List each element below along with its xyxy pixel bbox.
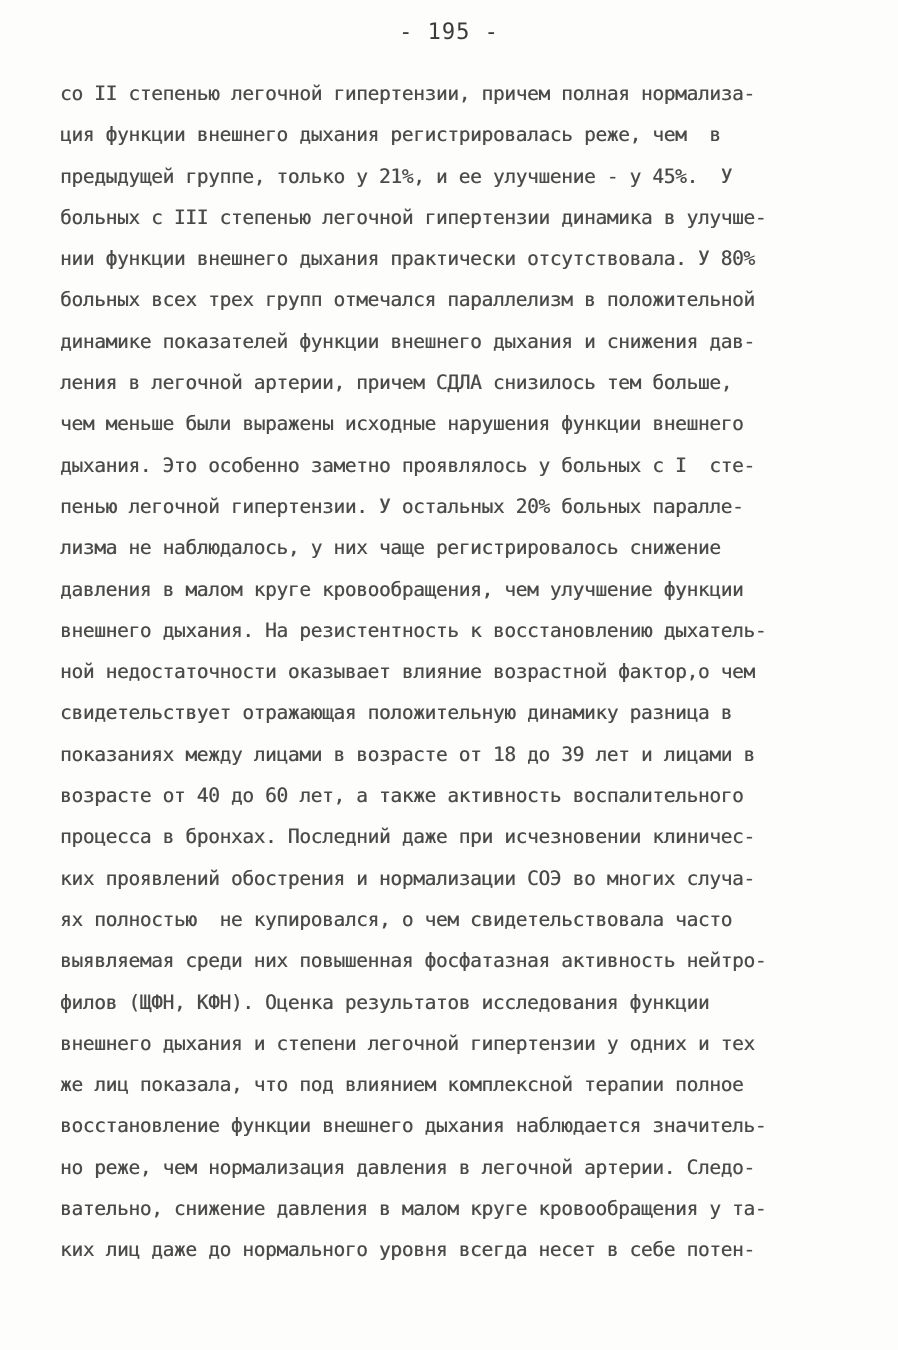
text-line: нии функции внешнего дыхания практически отсутствовала. У 80% xyxy=(60,247,755,271)
text-line: пенью легочной гипертензии. У остальных 20% больных паралле- xyxy=(60,494,744,518)
text-line: выявляемая среди них повышенная фосфатазная активность нейтро- xyxy=(60,949,767,973)
text-line: но реже, чем нормализация давления в легочной артерии. Следо- xyxy=(60,1155,755,1179)
page-number: - 195 - xyxy=(399,20,499,45)
text-line: ция функции внешнего дыхания регистрировалась реже, чем в xyxy=(60,123,721,147)
text-line: возрасте от 40 до 60 лет, а также активность воспалительного xyxy=(60,784,744,808)
text-line: ной недостаточности оказывает влияние возрастной фактор,о чем xyxy=(60,660,755,684)
text-line: свидетельствует отражающая положительную динамику разница в xyxy=(60,701,733,725)
text-line: восстановление функции внешнего дыхания наблюдается значитель- xyxy=(60,1114,767,1138)
text-line: больных с III степенью легочной гипертензии динамика в улучше- xyxy=(60,205,767,229)
text-line: филов (ЩФН, КФН). Оценка результатов исследования функции xyxy=(60,990,710,1014)
text-line: больных всех трех групп отмечался параллелизм в положительной xyxy=(60,288,755,312)
text-line: ления в легочной артерии, причем СДЛА снизилось тем больше, xyxy=(60,371,733,395)
text-line: ких проявлений обострения и нормализации СОЭ во многих случа- xyxy=(60,866,755,890)
text-line: давления в малом круге кровообращения, чем улучшение функции xyxy=(60,577,744,601)
text-line: предыдущей группе, только у 21%, и ее улучшение - у 45%. У xyxy=(60,164,733,188)
text-line: дыхания. Это особенно заметно проявлялось у больных с I сте- xyxy=(60,453,755,477)
text-line: процесса в бронхах. Последний даже при исчезновении клиничес- xyxy=(60,825,755,849)
text-line: чем меньше были выражены исходные нарушения функции внешнего xyxy=(60,412,744,436)
body-text xyxy=(60,73,840,1271)
text-line: показаниях между лицами в возрасте от 18 до 39 лет и лицами в xyxy=(60,742,755,766)
text-line: вательно, снижение давления в малом круге кровообращения у та- xyxy=(60,1197,767,1221)
text-line: внешнего дыхания. На резистентность к восстановлению дыхатель- xyxy=(60,618,767,642)
text-line: динамике показателей функции внешнего дыхания и снижения дав- xyxy=(60,329,755,353)
text-line: внешнего дыхания и степени легочной гипертензии у одних и тех xyxy=(60,1031,755,1055)
text-line: со II степенью легочной гипертензии, причем полная нормализа- xyxy=(60,82,755,105)
text-line: же лиц показала, что под влиянием комплексной терапии полное xyxy=(60,1073,744,1097)
text-line: лизма не наблюдалось, у них чаще регистрировалось снижение xyxy=(60,536,721,560)
text-line: ких лиц даже до нормального уровня всегда несет в себе потен- xyxy=(60,1238,755,1262)
text-line: ях полностью не купировался, о чем свидетельствовала часто xyxy=(60,907,733,931)
